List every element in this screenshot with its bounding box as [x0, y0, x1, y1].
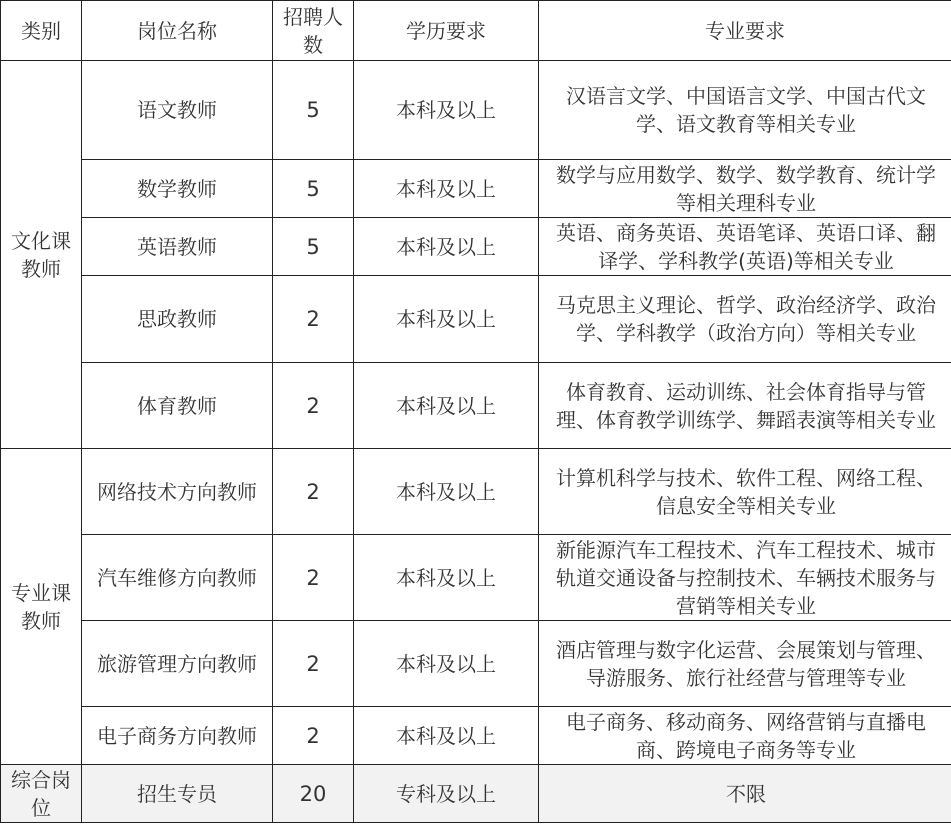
header-major: 专业要求 — [539, 1, 951, 61]
header-education: 学历要求 — [354, 1, 539, 61]
education-cell: 本科及以上 — [354, 449, 539, 535]
position-cell: 旅游管理方向教师 — [82, 621, 273, 707]
count-cell: 2 — [273, 707, 354, 765]
major-cell: 计算机科学与技术、软件工程、网络工程、信息安全等相关专业 — [539, 449, 951, 535]
major-cell: 新能源汽车工程技术、汽车工程技术、城市轨道交通设备与控制技术、车辆技术服务与营销等相关专业 — [539, 535, 951, 621]
table-row — [1, 621, 951, 707]
count-cell: 5 — [273, 160, 354, 218]
major-cell: 英语、商务英语、英语笔译、英语口译、翻译学、学科教学(英语)等相关专业 — [539, 218, 951, 276]
count-cell: 5 — [273, 61, 354, 160]
position-cell: 英语教师 — [82, 218, 273, 276]
education-cell: 本科及以上 — [354, 160, 539, 218]
education-cell: 本科及以上 — [354, 707, 539, 765]
header-row — [1, 1, 951, 61]
table-row — [1, 707, 951, 765]
position-cell: 电子商务方向教师 — [82, 707, 273, 765]
count-cell: 5 — [273, 218, 354, 276]
position-cell: 数学教师 — [82, 160, 273, 218]
table-row — [1, 160, 951, 218]
education-cell: 本科及以上 — [354, 363, 539, 449]
position-cell: 语文教师 — [82, 61, 273, 160]
count-cell: 2 — [273, 535, 354, 621]
table-row — [1, 449, 951, 535]
position-cell: 汽车维修方向教师 — [82, 535, 273, 621]
table-row — [1, 276, 951, 363]
education-cell: 本科及以上 — [354, 276, 539, 363]
category-cell: 文化课教师 — [1, 61, 82, 449]
category-cell: 专业课教师 — [1, 449, 82, 765]
major-cell: 酒店管理与数字化运营、会展策划与管理、导游服务、旅行社经营与管理等专业 — [539, 621, 951, 707]
major-cell: 马克思主义理论、哲学、政治经济学、政治学、学科教学（政治方向）等相关专业 — [539, 276, 951, 363]
header-position: 岗位名称 — [82, 1, 273, 61]
position-cell: 体育教师 — [82, 363, 273, 449]
major-cell: 数学与应用数学、数学、数学教育、统计学等相关理科专业 — [539, 160, 951, 218]
position-cell: 思政教师 — [82, 276, 273, 363]
table-row — [1, 218, 951, 276]
education-cell: 本科及以上 — [354, 621, 539, 707]
count-cell: 2 — [273, 449, 354, 535]
count-cell: 2 — [273, 276, 354, 363]
major-cell: 体育教育、运动训练、社会体育指导与管理、体育教学训练学、舞蹈表演等相关专业 — [539, 363, 951, 449]
count-cell: 2 — [273, 621, 354, 707]
education-cell: 专科及以上 — [354, 765, 539, 823]
major-cell: 不限 — [539, 765, 951, 823]
table-row — [1, 61, 951, 160]
table-row — [1, 363, 951, 449]
education-cell: 本科及以上 — [354, 218, 539, 276]
count-cell: 2 — [273, 363, 354, 449]
count-cell: 20 — [273, 765, 354, 823]
position-cell: 招生专员 — [82, 765, 273, 823]
education-cell: 本科及以上 — [354, 535, 539, 621]
table-row — [1, 765, 951, 823]
position-cell: 网络技术方向教师 — [82, 449, 273, 535]
header-count: 招聘人数 — [273, 1, 354, 61]
category-cell: 综合岗位 — [1, 765, 82, 823]
education-cell: 本科及以上 — [354, 61, 539, 160]
major-cell: 电子商务、移动商务、网络营销与直播电商、跨境电子商务等专业 — [539, 707, 951, 765]
header-category: 类别 — [1, 1, 82, 61]
major-cell: 汉语言文学、中国语言文学、中国古代文学、语文教育等相关专业 — [539, 61, 951, 160]
table-row — [1, 535, 951, 621]
